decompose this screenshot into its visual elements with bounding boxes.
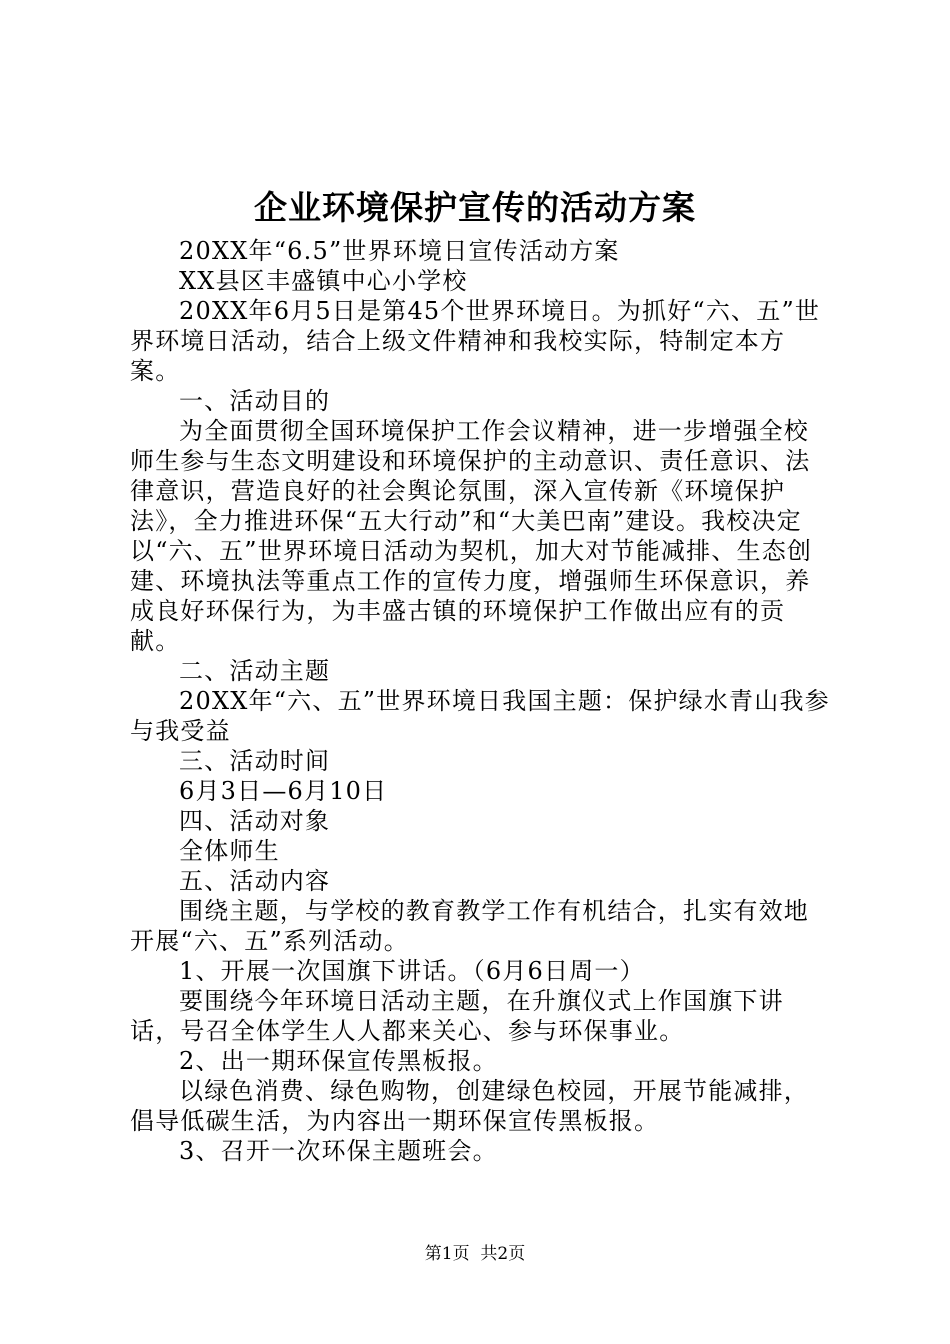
section-heading: 四、活动对象 bbox=[179, 807, 331, 835]
page-number-current: 第1页 bbox=[424, 1244, 470, 1264]
list-item-heading: 2、出一期环保宣传黑板报。 bbox=[179, 1047, 498, 1075]
document-body bbox=[130, 236, 834, 1166]
list-item-heading: 1、开展一次国旗下讲话。（6月6日周一） bbox=[179, 957, 645, 985]
footer-spacer bbox=[470, 1244, 481, 1264]
list-item-heading: 3、召开一次环保主题班会。 bbox=[179, 1137, 498, 1165]
page-footer bbox=[0, 1242, 950, 1266]
paragraph: 要围绕今年环境日活动主题，在升旗仪式上作国旗下讲话，号召全体学生人人都来关心、参与环保事业。 bbox=[130, 987, 784, 1045]
document-title: 企业环境保护宣传的活动方案 bbox=[254, 188, 696, 227]
paragraph: 20XX年“六、五”世界环境日我国主题：保护绿水青山我参与我受益 bbox=[130, 687, 830, 745]
paragraph: 全体师生 bbox=[179, 837, 280, 865]
paragraph: 20XX年6月5日是第45个世界环境日。为抓好“六、五”世界环境日活动，结合上级文件精神和我校实际，特制定本方案。 bbox=[130, 297, 821, 385]
paragraph: 6月3日—6月10日 bbox=[179, 777, 388, 805]
paragraph: XX县区丰盛镇中心小学校 bbox=[179, 267, 468, 295]
paragraph: 围绕主题，与学校的教育教学工作有机结合，扎实有效地开展“六、五”系列活动。 bbox=[130, 897, 809, 955]
section-heading: 一、活动目的 bbox=[179, 387, 331, 415]
section-heading: 五、活动内容 bbox=[179, 867, 331, 895]
paragraph: 为全面贯彻全国环境保护工作会议精神，进一步增强全校师生参与生态文明建设和环境保护的主动意识、责任意识、法律意识，营造良好的社会舆论氛围，深入宣传新《环境保护法》，全力推进环保“五大行动”和“大美巴南”建设。我校决定以“六、五”世界环境日活动为契机，加大对节能减排、生态创建、环境执法等重点工作的宣传力度，增强师生环保意识，养成良好环保行为，为丰盛古镇的环境保护工作做出应有的贡献。 bbox=[130, 417, 813, 655]
paragraph: 20XX年“6.5”世界环境日宣传活动方案 bbox=[179, 237, 620, 265]
section-heading: 二、活动主题 bbox=[179, 657, 331, 685]
page-number-total: 共2页 bbox=[480, 1244, 526, 1264]
section-heading: 三、活动时间 bbox=[179, 747, 331, 775]
paragraph: 以绿色消费、绿色购物，创建绿色校园，开展节能减排，倡导低碳生活，为内容出一期环保宣传黑板报。 bbox=[130, 1077, 809, 1135]
